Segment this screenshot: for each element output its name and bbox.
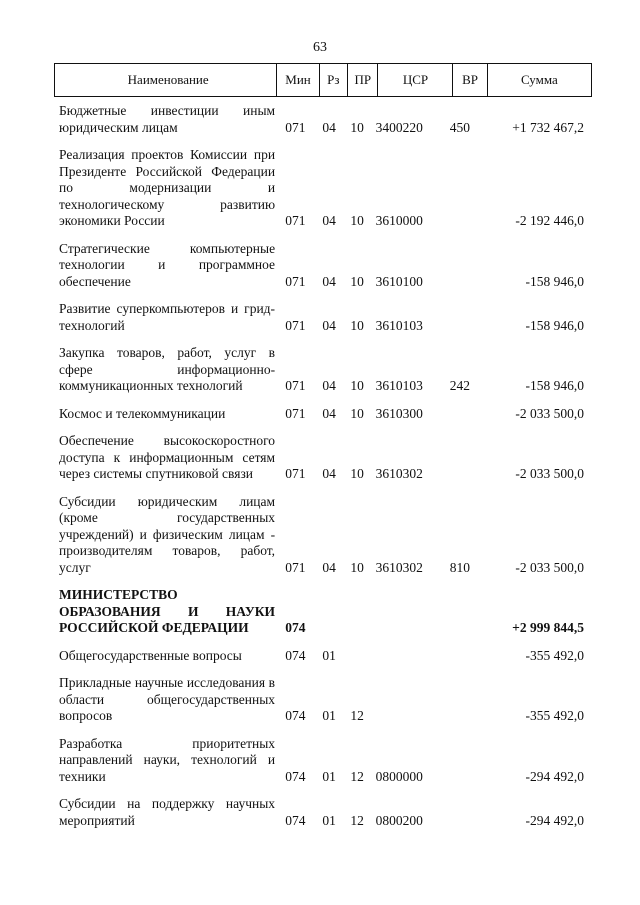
row-pr: 10 bbox=[350, 405, 364, 421]
row-min: 074 bbox=[285, 768, 306, 784]
row-min: 074 bbox=[285, 647, 306, 663]
table-body bbox=[54, 100, 592, 837]
column-header-rz: Рз bbox=[319, 64, 347, 97]
row-min: 074 bbox=[285, 620, 306, 635]
row-pr bbox=[343, 584, 372, 645]
row-csr: 3610103 bbox=[375, 378, 423, 393]
row-name: Общегосударственные вопросы bbox=[59, 647, 242, 663]
row-min: 074 bbox=[285, 812, 306, 828]
column-header-vr: ВР bbox=[453, 64, 487, 97]
row-min: 071 bbox=[285, 378, 306, 393]
row-sum: -355 492,0 bbox=[525, 708, 584, 723]
row-vr bbox=[450, 298, 483, 342]
row-csr bbox=[372, 672, 450, 733]
row-sum: -2 192 446,0 bbox=[515, 213, 584, 228]
row-min: 071 bbox=[285, 559, 306, 575]
row-rz: 04 bbox=[322, 466, 336, 481]
row-rz: 04 bbox=[322, 119, 336, 135]
row-rz bbox=[316, 584, 343, 645]
row-name-cell bbox=[54, 144, 275, 238]
row-name: Стратегические компьютерные технологии и программное обеспечение bbox=[59, 240, 276, 289]
row-rz: 04 bbox=[322, 559, 336, 575]
row-rz: 04 bbox=[322, 273, 336, 289]
row-sum: -355 492,0 bbox=[525, 647, 584, 663]
row-csr: 0800200 bbox=[375, 812, 423, 828]
row-vr bbox=[450, 733, 483, 794]
page-number: 63 bbox=[313, 40, 327, 55]
row-sum: +2 999 844,5 bbox=[512, 620, 584, 635]
table-row bbox=[54, 342, 592, 403]
row-name: Космос и телекоммуникации bbox=[59, 405, 226, 421]
row-name: Прикладные научные исследования в области общегосударственных вопросов bbox=[59, 675, 276, 723]
row-rz: 01 bbox=[322, 647, 336, 663]
row-name: Реализация проектов Комиссии при Президенте Российской Федерации по модернизации и технологическому развитию экономики России bbox=[59, 147, 276, 228]
row-csr: 3610103 bbox=[375, 317, 423, 333]
row-sum: -158 946,0 bbox=[525, 378, 584, 393]
row-name: МИНИСТЕРСТВО ОБРАЗОВАНИЯ И НАУКИ РОССИЙСКОЙ ФЕДЕРАЦИИ bbox=[59, 587, 276, 635]
row-csr bbox=[372, 584, 450, 645]
row-vr bbox=[450, 238, 483, 299]
row-csr: 3610100 bbox=[375, 273, 423, 289]
row-vr bbox=[450, 584, 483, 645]
row-csr: 3610302 bbox=[375, 559, 423, 575]
row-csr: 3610000 bbox=[375, 213, 423, 228]
row-vr bbox=[450, 403, 483, 431]
table-row bbox=[54, 491, 592, 585]
row-vr: 450 bbox=[449, 119, 470, 135]
row-name-cell bbox=[54, 100, 275, 144]
row-sum: -158 946,0 bbox=[525, 273, 584, 289]
row-csr: 3610300 bbox=[375, 405, 423, 421]
row-pr: 10 bbox=[350, 466, 364, 481]
row-sum: -158 946,0 bbox=[525, 317, 584, 333]
row-min: 071 bbox=[285, 119, 306, 135]
table-row bbox=[54, 584, 592, 645]
row-sum: +1 732 467,2 bbox=[512, 119, 584, 135]
table-row bbox=[54, 144, 592, 238]
row-name: Бюджетные инвестиции иным юридическим лицам bbox=[59, 103, 276, 135]
row-vr bbox=[450, 144, 483, 238]
column-header-pr: ПР bbox=[348, 64, 378, 97]
row-name-cell bbox=[54, 584, 275, 645]
row-pr: 12 bbox=[350, 812, 364, 828]
row-rz: 04 bbox=[322, 405, 336, 421]
row-name-cell bbox=[54, 491, 275, 585]
row-min: 071 bbox=[285, 213, 306, 228]
row-name-cell bbox=[54, 733, 275, 794]
row-vr bbox=[450, 672, 483, 733]
row-name: Закупка товаров, работ, услуг в сфере информационно-коммуникационных технологий bbox=[59, 345, 276, 393]
column-header-sum: Сумма bbox=[487, 64, 591, 97]
row-name-cell bbox=[54, 645, 275, 673]
row-pr: 10 bbox=[350, 317, 364, 333]
table-header bbox=[54, 63, 592, 97]
row-name-cell bbox=[54, 672, 275, 733]
row-name: Разработка приоритетных направлений науки, технологий и техники bbox=[59, 735, 276, 784]
row-rz: 01 bbox=[322, 812, 336, 828]
row-name: Развитие суперкомпьютеров и грид-технологий bbox=[59, 301, 276, 333]
row-pr: 12 bbox=[350, 768, 364, 784]
row-rz: 01 bbox=[322, 708, 336, 723]
row-name: Субсидии на поддержку научных мероприятий bbox=[59, 796, 276, 828]
row-sum: -2 033 500,0 bbox=[515, 559, 584, 575]
row-name-cell bbox=[54, 793, 275, 837]
row-min: 071 bbox=[285, 405, 306, 421]
row-csr: 3610302 bbox=[375, 466, 423, 481]
row-csr: 0800000 bbox=[375, 768, 423, 784]
table-row bbox=[54, 793, 592, 837]
row-vr bbox=[450, 645, 483, 673]
row-pr: 12 bbox=[350, 708, 364, 723]
table-row bbox=[54, 403, 592, 431]
table-row bbox=[54, 430, 592, 491]
row-name: Субсидии юридическим лицам (кроме государственных учреждений) и физическим лицам - производителям товаров, работ, услуг bbox=[59, 493, 276, 575]
column-header-name: Наименование bbox=[55, 64, 277, 97]
table-row bbox=[54, 298, 592, 342]
row-vr bbox=[450, 430, 483, 491]
row-sum: -2 033 500,0 bbox=[515, 405, 584, 421]
row-rz: 01 bbox=[322, 768, 336, 784]
row-pr: 10 bbox=[350, 378, 364, 393]
row-pr: 10 bbox=[350, 213, 364, 228]
row-min: 074 bbox=[285, 708, 306, 723]
table-row bbox=[54, 645, 592, 673]
row-vr bbox=[450, 793, 483, 837]
column-header-csr: ЦСР bbox=[378, 64, 453, 97]
table-row bbox=[54, 238, 592, 299]
row-rz: 04 bbox=[322, 378, 336, 393]
row-csr bbox=[372, 645, 450, 673]
row-name-cell bbox=[54, 238, 275, 299]
row-name-cell bbox=[54, 403, 275, 431]
row-pr: 10 bbox=[350, 273, 364, 289]
row-rz: 04 bbox=[322, 317, 336, 333]
row-csr: 3400220 bbox=[375, 119, 423, 135]
row-pr bbox=[343, 645, 372, 673]
row-min: 071 bbox=[285, 273, 306, 289]
row-pr: 10 bbox=[350, 559, 364, 575]
row-sum: -294 492,0 bbox=[525, 812, 584, 828]
row-rz: 04 bbox=[322, 213, 336, 228]
row-sum: -294 492,0 bbox=[525, 768, 584, 784]
row-vr: 242 bbox=[449, 378, 470, 393]
table-row bbox=[54, 733, 592, 794]
row-name-cell bbox=[54, 342, 275, 403]
table-row bbox=[54, 672, 592, 733]
row-min: 071 bbox=[285, 466, 306, 481]
row-name: Обеспечение высокоскоростного доступа к информационным сетям через системы спутниковой связи bbox=[59, 433, 276, 481]
row-sum: -2 033 500,0 bbox=[515, 466, 584, 481]
table-row bbox=[54, 100, 592, 144]
row-name-cell bbox=[54, 298, 275, 342]
row-min: 071 bbox=[285, 317, 306, 333]
column-header-min: Мин bbox=[277, 64, 319, 97]
row-vr: 810 bbox=[449, 559, 470, 575]
row-pr: 10 bbox=[350, 119, 364, 135]
budget-table bbox=[54, 100, 592, 837]
row-name-cell bbox=[54, 430, 275, 491]
